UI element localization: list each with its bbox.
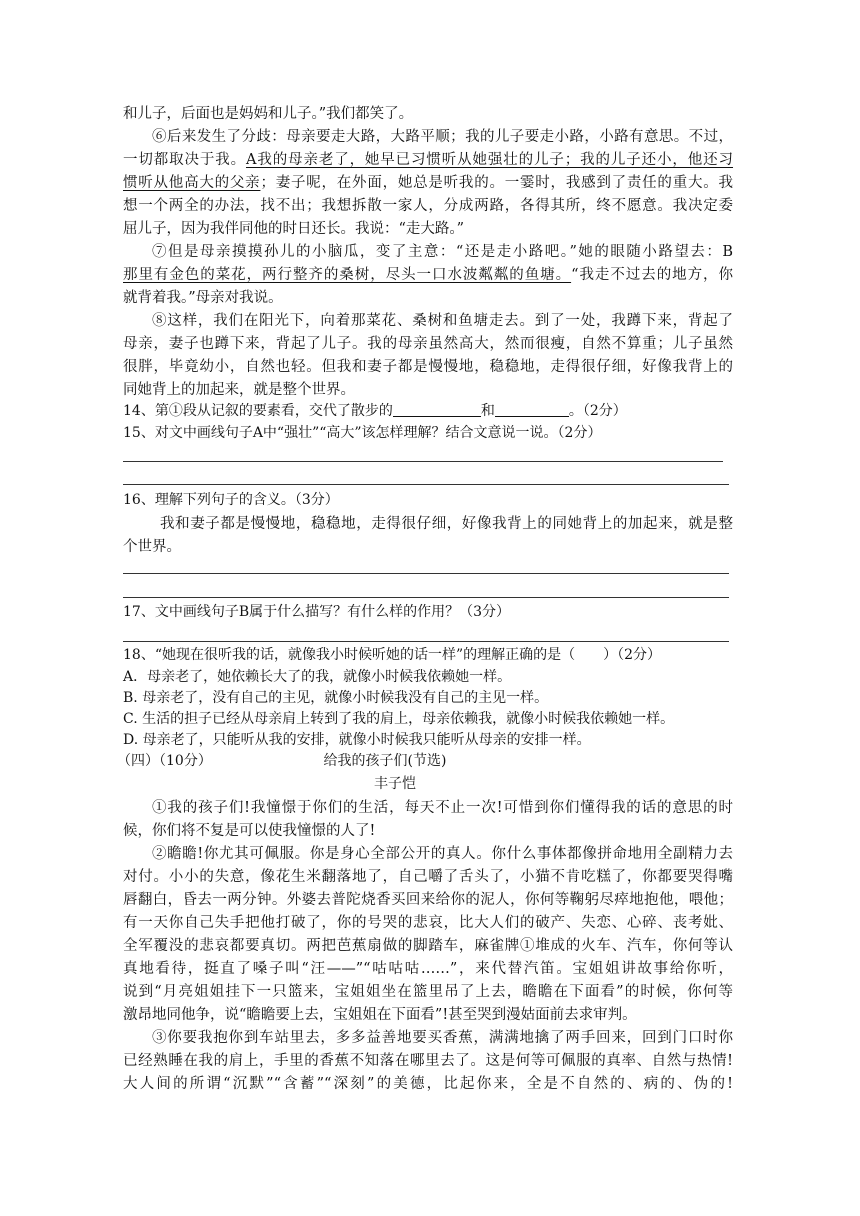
text-run: 一切都取决于我。 xyxy=(123,152,246,168)
s4-paragraph-1-line-2: 候，你们将不复是可以使我憧憬的人了! xyxy=(123,823,376,839)
paragraph-6-line-1: ⑥后来发生了分歧：母亲要走大路，大路平顺；我的儿子要走小路，小路有意思。不过， xyxy=(152,129,733,145)
section-label: （四）（10分） xyxy=(117,753,212,769)
s4-paragraph-2-line-2: 对付。小小的失意，像花生米翻落地了，自己嚼了舌头了，小猫不肯吃糕了，你都要哭得嘴 xyxy=(123,869,733,885)
s4-paragraph-2-line-3: 唇翻白，昏去一两分钟。外婆去普陀烧香买回来给你的泥人，你何等鞠躬尽瘁地抱他，喂他； xyxy=(123,892,733,908)
underlined-sentence-b: 那里有金色的菜花，两行整齐的桑树，尽头一口水波粼粼的鱼塘。 xyxy=(123,267,572,283)
s4-paragraph-3-line-2: 已经熟睡在我的肩上，手里的香蕉不知落在哪里去了。这是何等可佩服的真率、自然与热情! xyxy=(123,1053,733,1069)
question-18: 18、“她现在很听我的话，就像我小时候听她的话一样”的理解正确的是（ ）（2分） xyxy=(123,647,662,663)
question-14-score: 。（2分） xyxy=(568,403,627,419)
paragraph-6-line-3 xyxy=(123,173,733,194)
answer-blank-1[interactable] xyxy=(393,402,481,417)
answer-blank-2[interactable] xyxy=(495,402,569,417)
question-14-and: 和 xyxy=(480,403,495,419)
option-d[interactable]: D. 母亲老了，只能听从我的安排，就像小时候我只能听从母亲的安排一样。 xyxy=(123,732,591,748)
paragraph-6-line-5: 屈儿子，因为我伴同他的时日还长。我说：“走大路。” xyxy=(123,221,465,237)
question-16-quote-line-2: 个世界。 xyxy=(123,539,181,555)
paragraph-6-line-2 xyxy=(123,150,733,171)
answer-line[interactable] xyxy=(123,484,729,485)
s4-paragraph-3-line-3: 大人间的所谓“沉默”“含蓄”“深刻”的美德，比起你来，全是不自然的、病的、伪的! xyxy=(123,1076,733,1092)
paragraph-8-line-3: 很胖，毕竟幼小，自然也轻。但我和妻子都是慢慢地，稳稳地，走得很仔细，好像我背上的 xyxy=(123,359,733,375)
answer-line[interactable] xyxy=(123,573,729,574)
question-14 xyxy=(123,401,733,422)
question-14-text: 14、第①段从记叙的要素看，交代了散步的 xyxy=(123,403,393,419)
text-run: “我走不过去的地方，你 xyxy=(571,267,733,283)
passage-paragraph-continued: 和儿子，后面也是妈妈和儿子。”我们都笑了。 xyxy=(123,106,414,122)
option-b[interactable]: B. 母亲老了，没有自己的主见，就像小时候我没有自己的主见一样。 xyxy=(123,690,549,706)
answer-line[interactable] xyxy=(123,597,729,598)
s4-paragraph-2-line-1: ②瞻瞻!你尤其可佩服。你是身心全部公开的真人。你什么事体都像拼命地用全副精力去 xyxy=(152,846,733,862)
s4-paragraph-1-line-1: ①我的孩子们!我憧憬于你们的生活，每天不止一次!可惜到你们懂得我的话的意思的时 xyxy=(152,800,733,816)
question-15: 15、对文中画线句子A中“强壮”“高大”该怎样理解？结合文意说一说。（2分） xyxy=(123,425,602,441)
paragraph-8-line-4: 同她背上的加起来，就是整个世界。 xyxy=(123,382,355,398)
s4-paragraph-2-line-5: 全军覆没的悲哀都要真切。两把芭蕉扇做的脚踏车，麻雀牌①堆成的火车、汽车，你何等认 xyxy=(123,938,733,954)
paragraph-8-line-1: ⑧这样，我们在阳光下，向着那菜花、桑树和鱼塘走去。到了一处，我蹲下来，背起了 xyxy=(152,313,733,329)
paragraph-7-line-3: 就背着我。”母亲对我说。 xyxy=(123,290,283,306)
answer-line[interactable] xyxy=(123,641,729,642)
text-run: ；妻子呢，在外面，她总是听我的。一霎时，我感到了责任的重大。我 xyxy=(260,175,734,191)
section-title: 给我的孩子们(节选) xyxy=(323,753,447,769)
question-16: 16、理解下列句子的含义。（3分） xyxy=(123,492,339,508)
paragraph-7-line-2 xyxy=(123,265,733,286)
option-a[interactable]: A．母亲老了，她依赖长大了的我，就像小时候我依赖她一样。 xyxy=(123,669,512,685)
question-17: 17、文中画线句子B属于什么描写？有什么样的作用？（3分） xyxy=(123,604,511,620)
underlined-sentence-a-end: 惯听从他高大的父亲 xyxy=(123,175,261,191)
underlined-sentence-a: A我的母亲老了，她早已习惯听从她强壮的儿子；我的儿子还小，他还习 xyxy=(245,152,734,168)
paragraph-7-line-1: ⑦但是母亲摸摸孙儿的小脑瓜，变了主意：“还是走小路吧。”她的眼随小路望去：B xyxy=(152,244,733,260)
s4-paragraph-3-line-1: ③你要我抱你到车站里去，多多益善地要买香蕉，满满地擒了两手回来，回到门口时你 xyxy=(152,1030,733,1046)
option-c[interactable]: C. 生活的担子已经从母亲肩上转到了我的肩上，母亲依赖我，就像小时候我依赖她一样。 xyxy=(123,711,675,727)
section-author: 丰子恺 xyxy=(374,776,416,792)
paragraph-6-line-4: 想一个两全的办法，找不出；我想拆散一家人，分成两路，各得其所，终不愿意。我决定委 xyxy=(123,198,733,214)
paragraph-8-line-2: 母亲，妻子也蹲下来，背起了儿子。我的母亲虽然高大，然而很瘦，自然不算重；儿子虽然 xyxy=(123,336,733,352)
s4-paragraph-2-line-7: 说到“月亮姐姐挂下一只篮来，宝姐姐坐在篮里吊了上去，瞻瞻在下面看”的时候，你何等 xyxy=(123,984,733,1000)
s4-paragraph-2-line-4: 有一天你自己失手把他打破了，你的号哭的悲哀，比大人们的破产、失恋、心碎、丧考妣、 xyxy=(123,915,733,931)
question-16-quote-line-1: 我和妻子都是慢慢地，稳稳地，走得很仔细，好像我背上的同她背上的加起来，就是整 xyxy=(160,516,733,532)
s4-paragraph-2-line-6: 真地看待，挺直了嗓子叫“汪——”“咕咕咕……”，来代替汽笛。宝姐姐讲故事给你听， xyxy=(123,961,733,977)
answer-line[interactable] xyxy=(123,461,723,462)
s4-paragraph-2-line-8: 激昂地同他争，说“瞻瞻要上去，宝姐姐在下面看”!甚至哭到漫姑面前去求审判。 xyxy=(123,1007,637,1023)
